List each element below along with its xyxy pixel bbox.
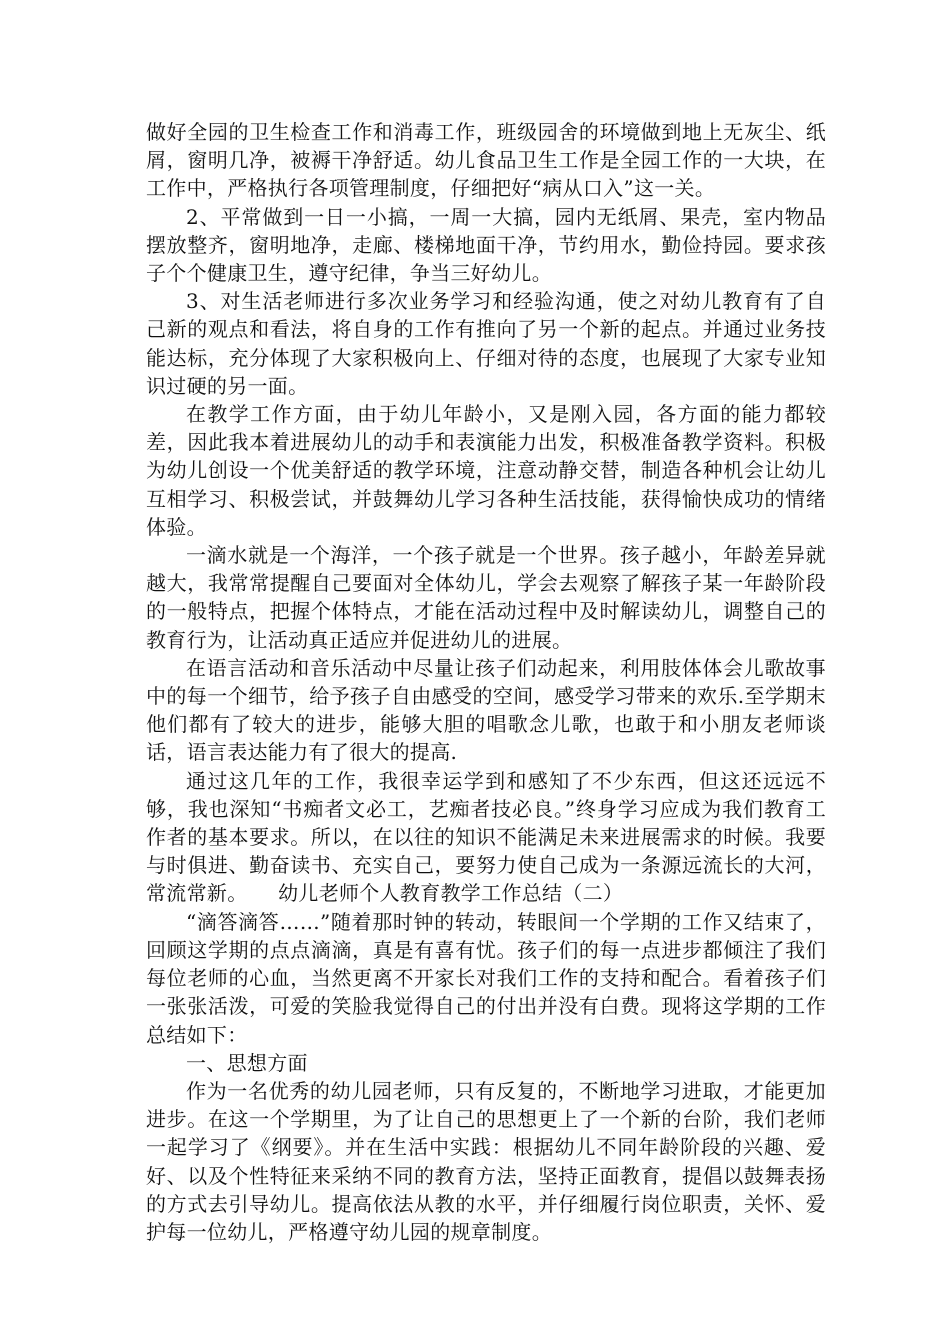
document-body: [146, 118, 826, 1246]
paragraph-staff-training: 3、对生活老师进行多次业务学习和经验沟通，使之对幼儿教育有了自己新的观点和看法，将自身的工作有推向了另一个新的起点。并通过业务技能达标，充分体现了大家积极向上、仔细对待的态度，也展现了大家专业知识过硬的另一面。: [146, 289, 826, 398]
paragraph-ideology: 作为一名优秀的幼儿园老师，只有反复的，不断地学习进取，才能更加进步。在这一个学期里，为了让自己的思想更上了一个新的台阶，我们老师一起学习了《纲要》。并在生活中实践：根据幼儿不同年龄阶段的兴趣、爱好、以及个性特征来采纳不同的教育方法，坚持正面教育，提倡以鼓舞表扬的方式去引导幼儿。提高依法从教的水平，并仔细履行岗位职责，关怀、爱护每一位幼儿，严格遵守幼儿园的规章制度。: [146, 1078, 826, 1244]
paragraph-lifelong-learning: 通过这几年的工作，我很幸运学到和感知了不少东西，但这还远远不够，我也深知“书痴者文必工，艺痴者技必良。”终身学习应成为我们教育工作者的基本要求。所以，在以往的知识不能满足未来进展需求的时候。我要与时俱进、勤奋读书、充实自己，要努力使自己成为一条源远流长的大河，常流常新。 幼儿老师个人教育教学工作总结（二）: [146, 768, 826, 906]
paragraph-daily-cleaning: 2、平常做到一日一小搞，一周一大搞，园内无纸屑、果壳，室内物品摆放整齐，窗明地净，走廊、楼梯地面干净，节约用水，勤俭持园。要求孩子个个健康卫生，遵守纪律，争当三好幼儿。: [146, 204, 826, 286]
paragraph-semester-intro: “滴答滴答……”随着那时钟的转动，转眼间一个学期的工作又结束了，回顾这学期的点点滴滴，真是有喜有忧。孩子们的每一点进步都倾注了我们每位老师的心血，当然更离不开家长对我们工作的支持和配合。看着孩子们一张张活泼，可爱的笑脸我觉得自己的付出并没有白费。现将这学期的工作总结如下：: [146, 909, 826, 1047]
paragraph-language-music: 在语言活动和音乐活动中尽量让孩子们动起来，利用肢体体会儿歌故事中的每一个细节，给予孩子自由感受的空间，感受学习带来的欢乐.至学期末他们都有了较大的进步，能够大胆的唱歌念儿歌，也敢于和小朋友老师谈话，语言表达能力有了很大的提高.: [146, 655, 826, 765]
paragraph-teaching-work: 在教学工作方面，由于幼儿年龄小，又是刚入园，各方面的能力都较差，因此我本着进展幼儿的动手和表演能力出发，积极准备教学资料。积极为幼儿创设一个优美舒适的教学环境，注意动静交替，制造各种机会让幼儿互相学习、积极尝试，并鼓舞幼儿学习各种生活技能，获得愉快成功的情绪体验。: [146, 402, 826, 539]
paragraph-individual-differences: 一滴水就是一个海洋，一个孩子就是一个世界。孩子越小，年龄差异就越大，我常常提醒自己要面对全体幼儿，学会去观察了解孩子某一年龄阶段的一般特点，把握个体特点，才能在活动过程中及时解读幼儿，调整自己的教育行为，让活动真正适应并促进幼儿的进展。: [146, 543, 826, 652]
paragraph-hygiene-inspection: 做好全园的卫生检查工作和消毒工作，班级园舍的环境做到地上无灰尘、纸屑，窗明几净，被褥干净舒适。幼儿食品卫生工作是全园工作的一大块，在工作中，严格执行各项管理制度，仔细把好“病从口入”这一关。: [146, 120, 826, 201]
section-heading-ideology: 一、思想方面: [186, 1050, 308, 1075]
